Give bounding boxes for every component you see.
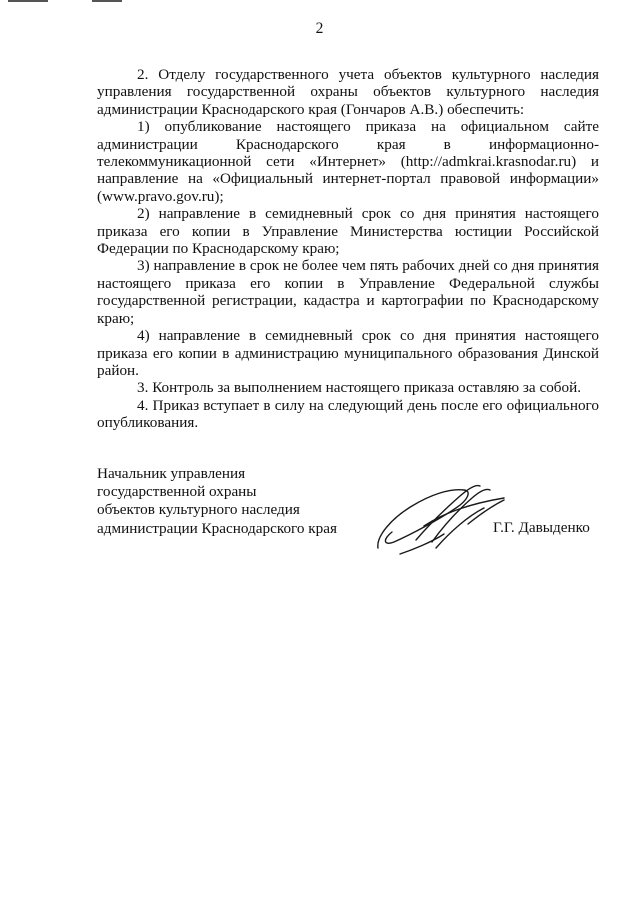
handwritten-signature: [372, 478, 522, 558]
paragraph-3: 3. Контроль за выполнением настоящего приказа оставляю за собой.: [137, 379, 582, 397]
signatory-name: Г.Г. Давыденко: [493, 519, 590, 536]
signatory-position: [97, 465, 337, 538]
position-line: государственной охраны: [97, 483, 257, 501]
paragraph-2: 2. Отделу государственного учета объектов культурного наследия управления государственной охраны объектов культурного наследия администрации Краснодарского края (Гончаров А.В.) обеспечить:: [97, 66, 599, 118]
scan-edge-mark-left: [8, 0, 48, 2]
page-number: 2: [315, 20, 324, 37]
paragraph-2-2: 2) направление в семидневный срок со дня принятия настоящего приказа его копии в Управление Министерства юстиции Российской Федерации по Краснодарскому краю;: [97, 205, 599, 258]
paragraph-2-4: 4) направление в семидневный срок со дня принятия настоящего приказа его копии в администрацию муниципального образования Динской район.: [97, 327, 599, 379]
position-line: администрации Краснодарского края: [97, 519, 337, 537]
position-line: Начальник управления: [97, 465, 246, 482]
document-body: [97, 66, 599, 432]
scan-edge-mark-right: [92, 0, 122, 2]
paragraph-4: 4. Приказ вступает в силу на следующий день после его официального опубликования.: [97, 396, 599, 432]
paragraph-2-3: 3) направление в срок не более чем пять рабочих дней со дня принятия настоящего приказа его копии в Управление Федеральной службы государственной регистрации, кадастра и картографии по Краснодарскому краю;: [97, 257, 599, 327]
position-line: объектов культурного наследия: [97, 501, 300, 519]
paragraph-2-1: 1) опубликование настоящего приказа на официальном сайте администрации Краснодарского края в информационно-телекоммуникационной сети «Интернет» (http://admkrai.krasnodar.ru) и направление на «Официальный интернет-портал правовой информации» (www.pravo.gov.ru);: [97, 118, 599, 205]
